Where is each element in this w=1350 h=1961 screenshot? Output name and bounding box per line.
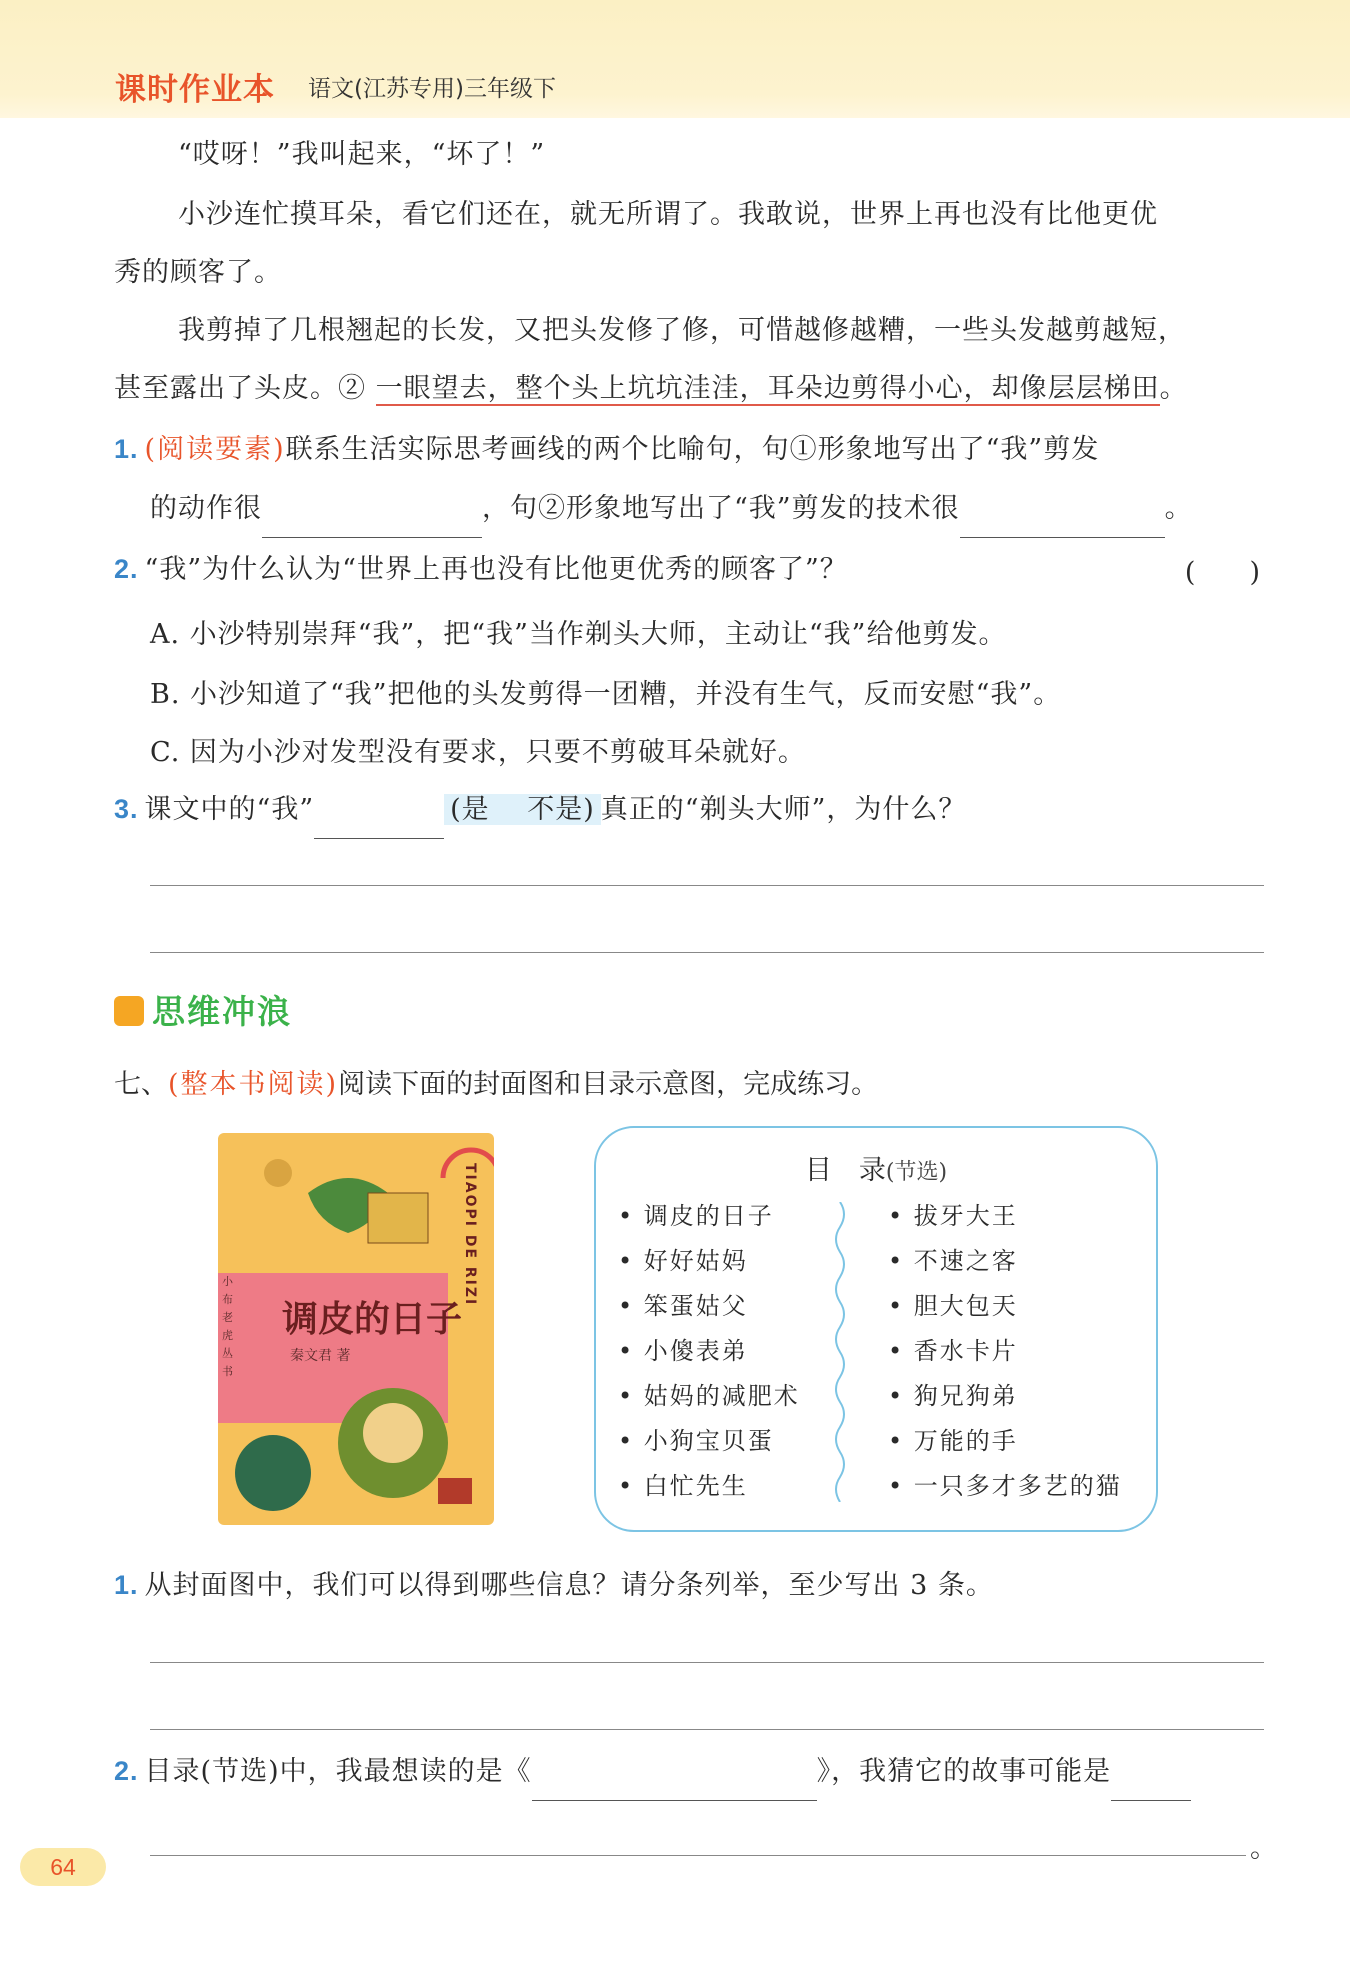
option-b[interactable]: B. 小沙知道了“我”把他的头发剪得一团糟，并没有生气，反而安慰“我”。 — [150, 679, 1062, 710]
toc-right-column — [888, 1194, 1122, 1509]
toc-item: • 小狗宝贝蛋 — [618, 1419, 800, 1464]
question-text: 课文中的“我” — [144, 794, 315, 825]
answer-blank[interactable] — [1111, 1762, 1191, 1801]
passage-paragraph: 小沙连忙摸耳朵，看它们还在，就无所谓了。我敢说，世界上再也没有比他更优 — [178, 199, 1158, 230]
answer-blank[interactable] — [314, 800, 444, 839]
question-prefix: 七、 — [114, 1069, 168, 1100]
question-text: 从封面图中，我们可以得到哪些信息？请分条列举，至少写出 3 条。 — [144, 1570, 994, 1601]
toc-item: • 香水卡片 — [888, 1329, 1122, 1374]
toc-subheading: (节选) — [885, 1160, 948, 1185]
answer-line[interactable] — [150, 952, 1264, 953]
choice-options[interactable]: (是 不是) — [444, 794, 601, 825]
toc-item: • 白忙先生 — [618, 1464, 800, 1509]
cover-series: 小布老虎丛书 — [222, 1275, 233, 1378]
underlined-simile: 一眼望去，整个头上坑坑洼洼，耳朵边剪得小心，却像层层梯田 — [375, 373, 1160, 404]
toc-item: • 拔牙大王 — [888, 1194, 1122, 1239]
option-a[interactable]: A. 小沙特别崇拜“我”，把“我”当作剃头大师，主动让“我”给他剪发。 — [150, 619, 1007, 650]
option-c[interactable]: C. 因为小沙对发型没有要求，只要不剪破耳朵就好。 — [150, 737, 806, 768]
question-text: 真正的“剃头大师”，为什么？ — [600, 794, 967, 825]
toc-item: • 小傻表弟 — [618, 1329, 800, 1374]
question-7-1 — [114, 1556, 1264, 1615]
question-tag: (整本书阅读) — [168, 1069, 339, 1100]
toc-left-column — [618, 1194, 800, 1509]
question-number: 2. — [114, 1756, 139, 1786]
question-tag: (阅读要素) — [144, 434, 286, 465]
question-text: “我”为什么认为“世界上再也没有比他更优秀的顾客了”？ — [144, 554, 848, 585]
toc-heading: 目 录 — [804, 1155, 886, 1186]
toc-item: • 胆大包天 — [888, 1284, 1122, 1329]
table-of-contents — [594, 1126, 1158, 1532]
question-text: 。 — [1164, 493, 1193, 524]
question-2 — [114, 540, 1264, 599]
cover-latin-title: TIAOPI DE RIZI — [462, 1163, 478, 1307]
book-brand: 课时作业本 — [115, 72, 275, 108]
book-subject: 语文(江苏专用)三年级下 — [308, 76, 556, 102]
passage-paragraph: 我剪掉了几根翘起的长发，又把头发修了修，可惜越修越糟，一些头发越剪越短， — [178, 315, 1186, 346]
passage-paragraph: 秀的顾客了。 — [114, 257, 282, 288]
question-7-2 — [114, 1742, 1264, 1801]
answer-line[interactable] — [150, 885, 1264, 886]
cover-title: 调皮的日子 — [282, 1299, 463, 1340]
question-number: 1. — [114, 434, 139, 464]
answer-blank[interactable] — [262, 499, 482, 538]
question-text: 阅读下面的封面图和目录示意图，完成练习。 — [338, 1069, 879, 1100]
sentence-end: 。 — [1250, 1833, 1277, 1864]
section-icon — [114, 996, 144, 1026]
passage-paragraph: “哎呀！”我叫起来，“坏了！” — [178, 139, 546, 170]
passage-paragraph — [114, 360, 1264, 418]
question-text: 目录(节选)中，我最想读的是《 — [144, 1756, 532, 1787]
toc-item: • 万能的手 — [888, 1419, 1122, 1464]
question-3 — [114, 780, 1264, 839]
question-1-line-2 — [150, 480, 1264, 538]
question-1 — [114, 420, 1264, 479]
page-number: 64 — [20, 1848, 106, 1886]
toc-divider-wave — [830, 1202, 850, 1502]
toc-item: • 姑妈的减肥术 — [618, 1374, 800, 1419]
answer-line[interactable] — [150, 1729, 1264, 1730]
question-text: 的动作很 — [150, 493, 262, 524]
answer-blank[interactable] — [532, 1762, 817, 1801]
question-7 — [114, 1062, 878, 1101]
section-title: 思维冲浪 — [152, 992, 292, 1031]
toc-title — [596, 1148, 1156, 1187]
answer-line[interactable] — [150, 1662, 1264, 1663]
question-text: 联系生活实际思考画线的两个比喻句，句①形象地写出了“我”剪发 — [285, 434, 1100, 465]
answer-blank[interactable] — [960, 499, 1165, 538]
answer-line[interactable] — [150, 1855, 1246, 1856]
cover-author: 秦文君 著 — [290, 1348, 351, 1364]
book-cover-image — [218, 1133, 494, 1525]
toc-item: • 笨蛋姑父 — [618, 1284, 800, 1329]
cover-illustration — [218, 1133, 494, 1525]
toc-item: • 狗兄狗弟 — [888, 1374, 1122, 1419]
toc-item: • 不速之客 — [888, 1239, 1122, 1284]
toc-item: • 调皮的日子 — [618, 1194, 800, 1239]
toc-item: • 好好姑妈 — [618, 1239, 800, 1284]
toc-item: • 一只多才多艺的猫 — [888, 1464, 1122, 1509]
passage-text: 甚至露出了头皮。② — [114, 373, 376, 404]
answer-parentheses[interactable]: ( ) — [1184, 557, 1260, 588]
question-text: ，句②形象地写出了“我”剪发的技术很 — [482, 493, 960, 524]
passage-text: 。 — [1159, 373, 1188, 404]
question-number: 1. — [114, 1570, 139, 1600]
question-number: 3. — [114, 794, 139, 824]
question-text: 》，我猜它的故事可能是 — [816, 1756, 1112, 1787]
question-number: 2. — [114, 554, 139, 584]
